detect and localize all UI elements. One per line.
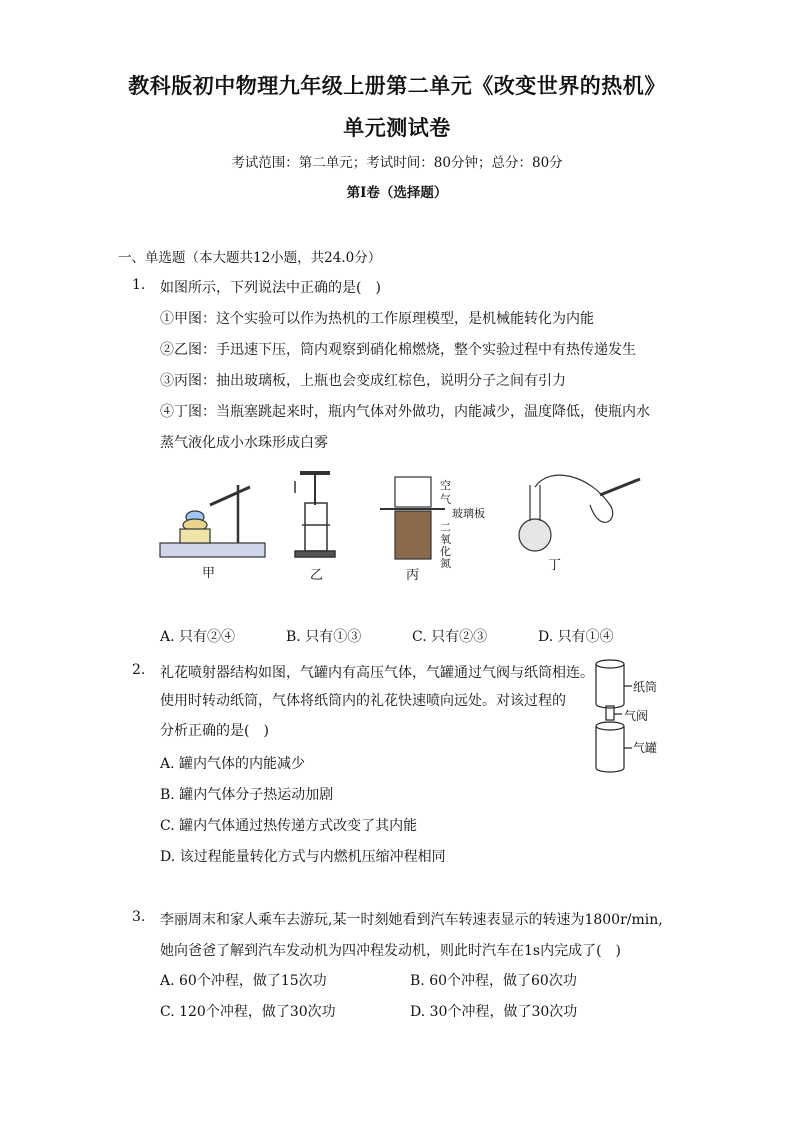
exam-info: 考试范围：第二单元；考试时间：80分钟；总分：80分 bbox=[231, 155, 563, 171]
q1-number: 1. bbox=[132, 277, 146, 293]
q2-figure-label-tank: 气罐 bbox=[633, 741, 658, 755]
q1-statement-1: ①甲图：这个实验可以作为热机的工作原理模型，是机械能转化为内能 bbox=[160, 311, 594, 327]
q2-option-b[interactable]: B. 罐内气体分子热运动加剧 bbox=[160, 787, 334, 803]
figure-label-b: 乙 bbox=[310, 568, 324, 583]
q1-statement-4-cont: 蒸气液化成小水珠形成白雾 bbox=[160, 435, 328, 451]
figure-c-label-glass: 玻璃板 bbox=[452, 507, 485, 520]
figure-label-a: 甲 bbox=[202, 566, 216, 581]
figure-c-label-gas-4: 氮 bbox=[440, 557, 451, 570]
figure-b-apparatus bbox=[295, 473, 335, 557]
document-title-line1: 教科版初中物理九年级上册第二单元《改变世界的热机》 bbox=[128, 73, 666, 98]
q2-option-c[interactable]: C. 罐内气体通过热传递方式改变了其内能 bbox=[160, 818, 418, 834]
q1-statement-4: ④丁图：当瓶塞跳起来时，瓶内气体对外做功，内能减少，温度降低，使瓶内水 bbox=[160, 404, 650, 420]
figure-label-d: 丁 bbox=[548, 558, 562, 573]
q1-option-c[interactable]: C. 只有②③ bbox=[412, 629, 488, 645]
q1-stem: 如图所示，下列说法中正确的是( ) bbox=[160, 280, 381, 296]
figure-c-label-gas-1: 二 bbox=[440, 521, 451, 534]
figure-c-label-gas-2: 氧 bbox=[440, 533, 451, 546]
q3-stem-line2: 她向爸爸了解到汽车发动机为四冲程发动机，则此时汽车在1s内完成了( ) bbox=[160, 943, 622, 959]
figure-c-label-air-1: 空 bbox=[440, 479, 451, 492]
figure-c-label-air-2: 气 bbox=[440, 493, 451, 506]
q3-option-c[interactable]: C. 120个冲程，做了30次功 bbox=[160, 1004, 336, 1020]
figure-c-label-gas-3: 化 bbox=[440, 545, 451, 558]
figure-label-c: 丙 bbox=[406, 568, 420, 583]
section-heading: 一、单选题（本大题共12小题，共24.0分） bbox=[118, 250, 382, 266]
q3-stem-line1: 李丽周末和家人乘车去游玩,某一时刻她看到汽车转速表显示的转速为1800r/min, bbox=[160, 912, 663, 928]
figure-a-apparatus bbox=[160, 485, 265, 557]
q3-option-b[interactable]: B. 60个冲程，做了60次功 bbox=[410, 973, 577, 989]
q1-statement-2: ②乙图：手迅速下压，筒内观察到硝化棉燃烧，整个实验过程中有热传递发生 bbox=[160, 342, 636, 358]
q2-figure-label-paper-tube: 纸筒 bbox=[633, 680, 658, 694]
q1-option-d[interactable]: D. 只有①④ bbox=[538, 629, 614, 645]
q2-option-a[interactable]: A. 罐内气体的内能减少 bbox=[160, 756, 306, 772]
q2-number: 2. bbox=[132, 662, 146, 678]
q3-option-d[interactable]: D. 30个冲程，做了30次功 bbox=[410, 1004, 578, 1020]
q2-stem-line3: 分析正确的是( ) bbox=[160, 723, 269, 739]
q1-option-b[interactable]: B. 只有①③ bbox=[286, 629, 362, 645]
figure-c-apparatus bbox=[380, 477, 445, 559]
q1-statement-3: ③丙图：抽出玻璃板，上瓶也会变成红棕色，说明分子之间有引力 bbox=[160, 373, 566, 389]
document-title-line2: 单元测试卷 bbox=[343, 115, 451, 140]
q1-option-a[interactable]: A. 只有②④ bbox=[160, 629, 236, 645]
q2-stem-line2: 使用时转动纸筒，气体将纸筒内的礼花快速喷向远处。对该过程的 bbox=[160, 693, 566, 709]
q3-number: 3. bbox=[132, 909, 146, 925]
q2-stem-line1: 礼花喷射器结构如图，气罐内有高压气体，气罐通过气阀与纸筒相连。 bbox=[160, 665, 594, 681]
volume-label: 第I卷（选择题） bbox=[346, 185, 448, 201]
q3-option-a[interactable]: A. 60个冲程，做了15次功 bbox=[160, 973, 327, 989]
figure-d-apparatus bbox=[519, 475, 640, 551]
q1-figure bbox=[150, 465, 650, 590]
q2-figure-label-valve: 气阀 bbox=[624, 709, 649, 723]
q2-figure bbox=[588, 656, 668, 780]
q2-option-d[interactable]: D. 该过程能量转化方式与内燃机压缩冲程相同 bbox=[160, 849, 446, 865]
